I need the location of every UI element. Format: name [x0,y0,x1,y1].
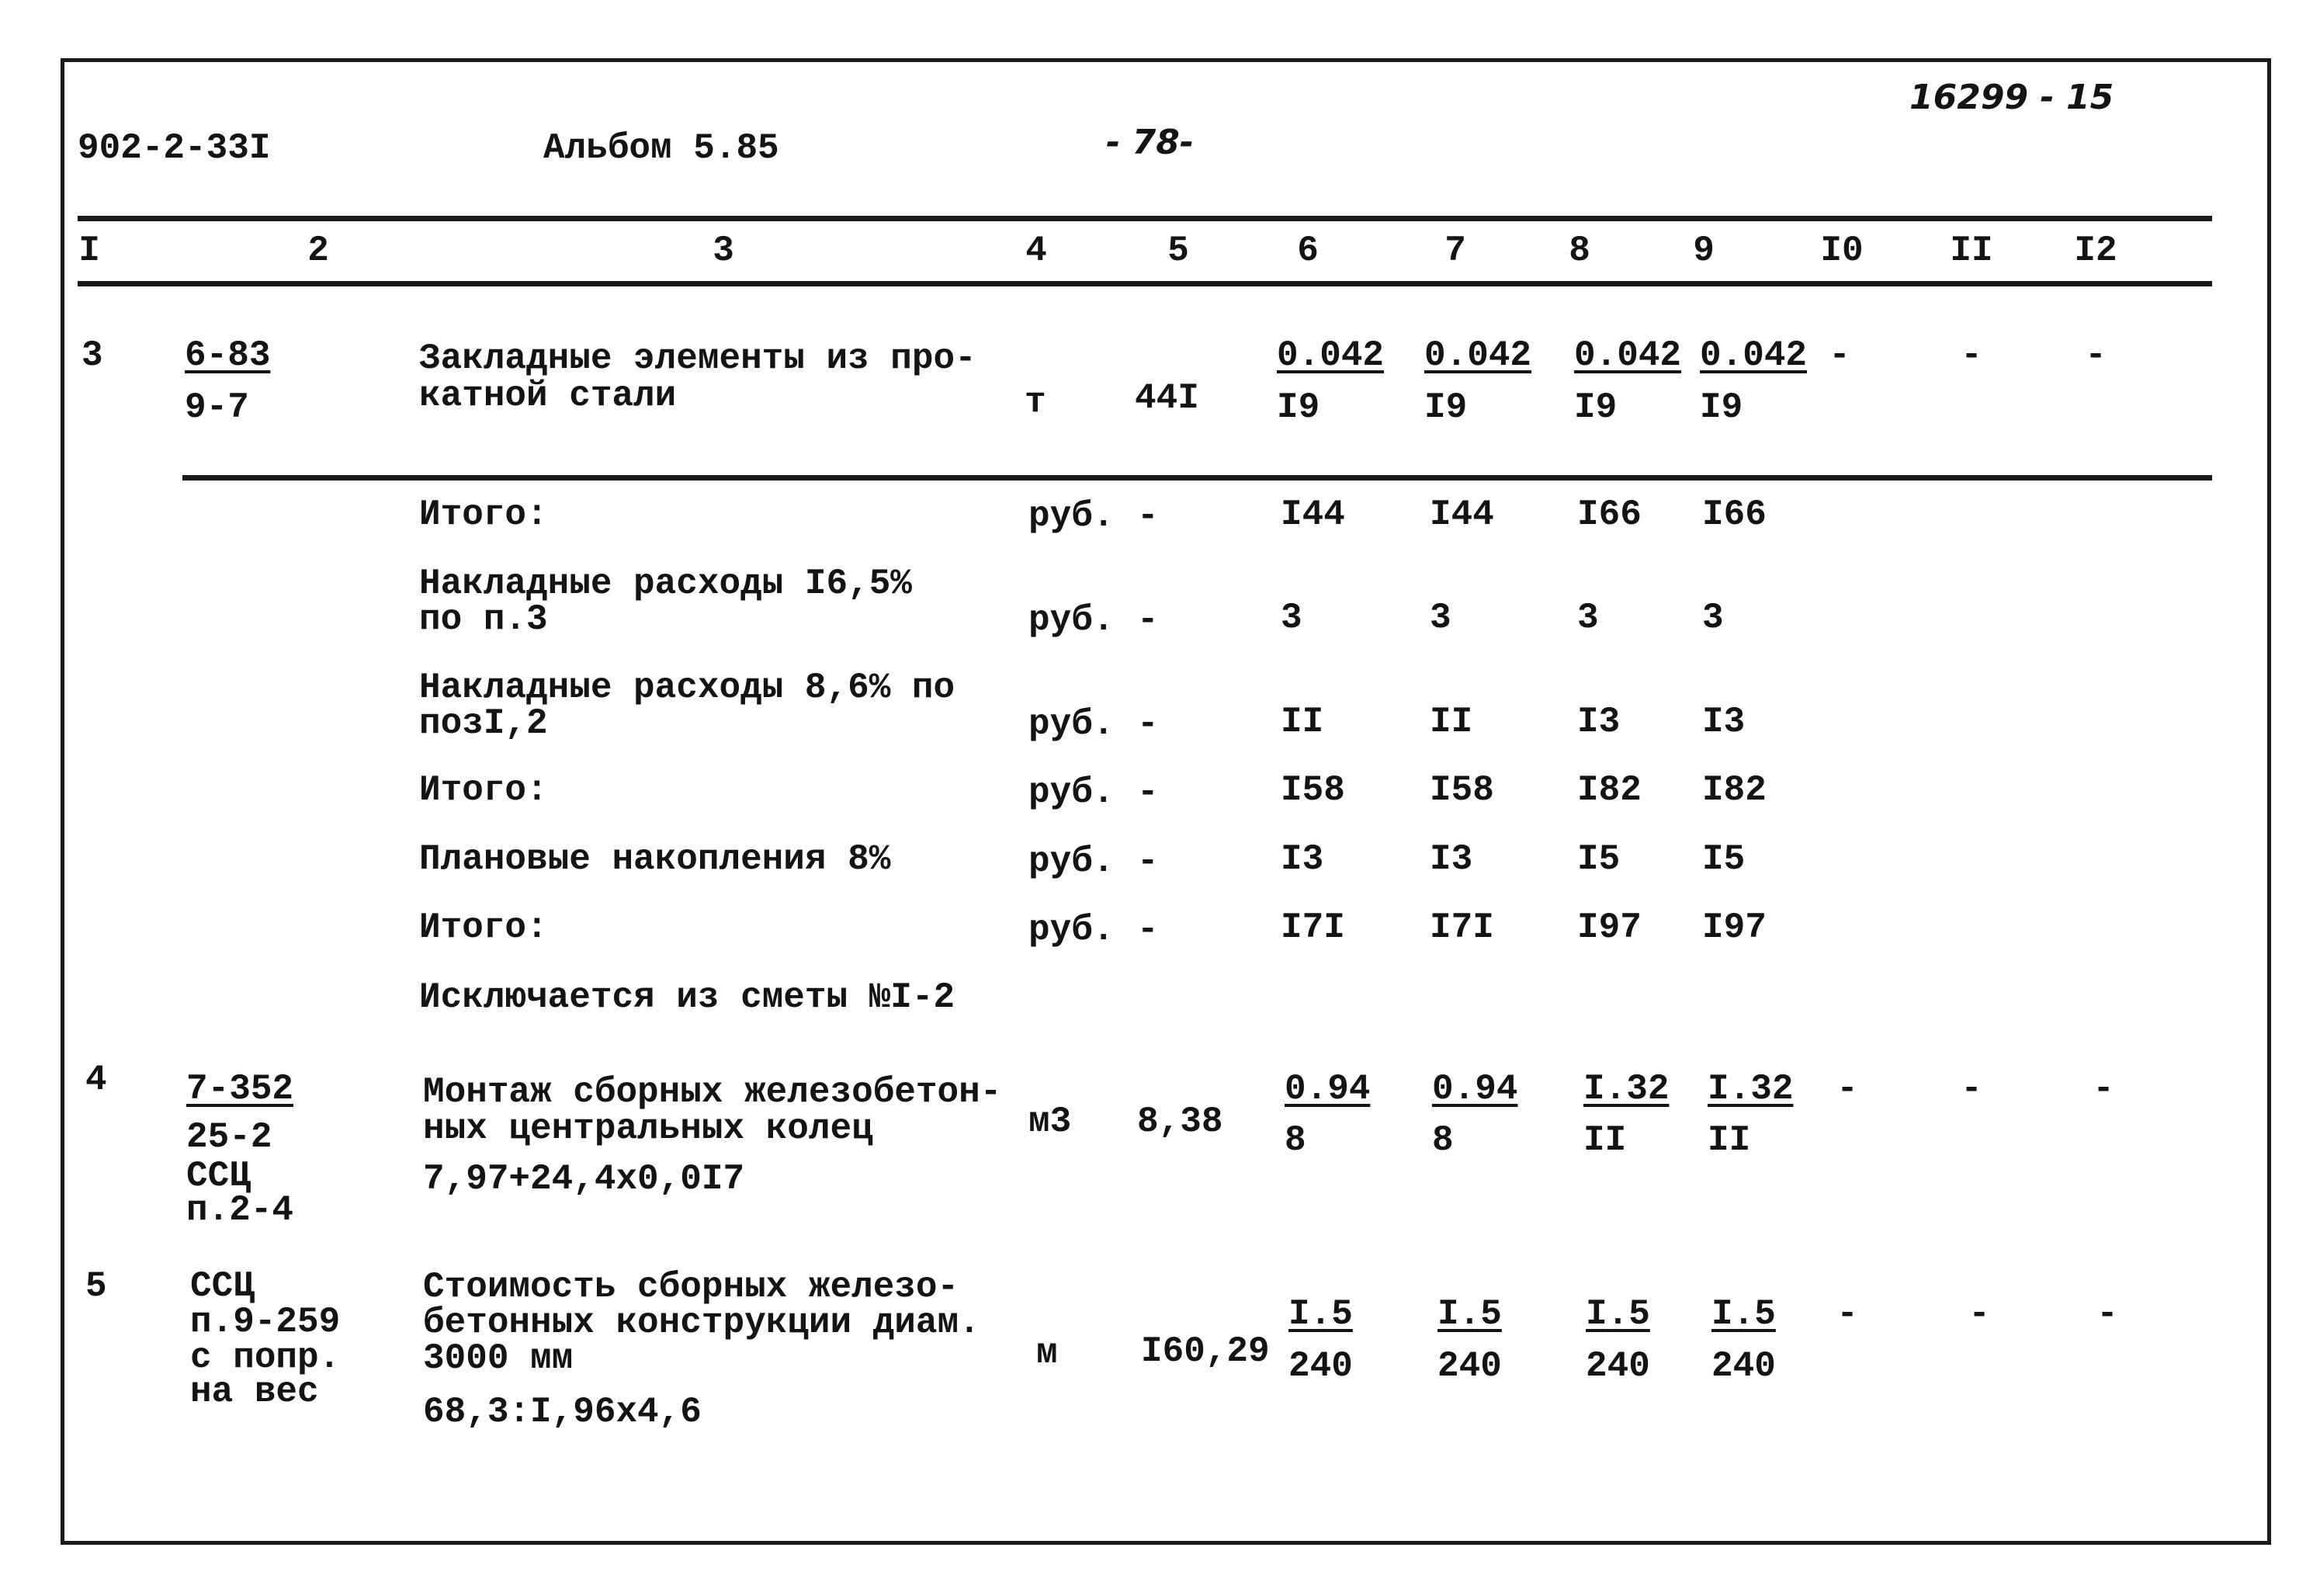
summary-label: по п.3 [419,599,548,640]
row-description: бетонных конструкции диам. [423,1303,980,1343]
value-numerator: 0.042 [1700,335,1808,376]
row-quantity: 8,38 [1137,1102,1223,1142]
value-denominator: II [1708,1120,1751,1161]
summary-unit: руб. [1028,704,1115,744]
empty-dash: - [2085,335,2107,376]
value-numerator: I.32 [1708,1069,1794,1109]
row-description: катной стали [419,376,677,416]
header-rule-top [78,216,2212,221]
value-numerator: 0.94 [1432,1069,1518,1109]
summary-unit: руб. [1028,600,1115,640]
value-numerator: I.5 [1586,1294,1650,1334]
row-formula: 7,97+24,4x0,0I7 [423,1159,745,1199]
album-label: Альбом 5.85 [543,128,779,168]
value-denominator: I9 [1700,387,1743,428]
summary-dash: - [1137,704,1159,744]
page-number: - 78- [1106,123,1195,162]
summary-value: I44 [1281,494,1345,535]
col-header: 7 [1444,231,1466,271]
summary-label: Накладные расходы I6,5% [419,564,912,604]
summary-dash: - [1137,600,1159,640]
row-number: 4 [85,1060,107,1100]
summary-dash: - [1137,910,1159,950]
summary-value: I3 [1702,702,1746,742]
summary-unit: руб. [1028,496,1115,536]
empty-dash: - [1961,1069,1982,1109]
value-numerator: 0.042 [1424,335,1532,376]
header-rule-bottom [78,281,2212,286]
row-code: с попр. [190,1338,341,1378]
empty-dash: - [1829,335,1850,376]
empty-dash: - [1968,1294,1990,1334]
summary-label: Итого: [419,494,548,535]
summary-label: Исключается из сметы №I-2 [419,977,955,1018]
col-header: 5 [1167,231,1189,271]
row-code: п.9-259 [190,1302,341,1342]
value-denominator: I9 [1277,387,1320,428]
summary-dash: - [1137,772,1159,813]
value-numerator: 0.042 [1574,335,1682,376]
empty-dash: - [2096,1294,2118,1334]
summary-value: I44 [1430,494,1494,535]
subtotal-rule [182,475,2212,481]
row-description: ных центральных колец [423,1109,873,1149]
row-code: 25-2 [186,1117,272,1157]
row-formula: 68,3:I,96x4,6 [423,1392,702,1432]
empty-dash: - [1961,335,1982,376]
value-denominator: II [1583,1120,1627,1161]
row-code: 9-7 [185,387,249,428]
summary-label: Накладные расходы 8,6% по [419,668,955,708]
summary-value: I5 [1702,839,1746,880]
summary-unit: руб. [1028,910,1115,950]
value-denominator: 240 [1711,1346,1776,1386]
empty-dash: - [2093,1069,2114,1109]
col-header: I2 [2074,231,2117,271]
summary-value: I82 [1577,770,1642,810]
value-numerator: I.5 [1288,1294,1353,1334]
row-unit: м [1036,1333,1058,1373]
row-unit: м3 [1028,1102,1072,1142]
summary-value: I7I [1281,907,1345,948]
archive-number: 16299 - 15 [1909,78,2114,117]
value-denominator: I9 [1574,387,1618,428]
value-numerator: 0.94 [1285,1069,1371,1109]
summary-value: I97 [1702,907,1767,948]
col-header: 9 [1693,231,1715,271]
summary-label: Итого: [419,907,548,948]
summary-value: I58 [1281,770,1345,810]
col-header: 4 [1025,231,1047,271]
summary-value: I3 [1281,839,1324,880]
summary-value: 3 [1430,598,1451,638]
value-numerator: I.5 [1711,1294,1776,1334]
row-code: 6-83 [185,335,271,376]
value-denominator: 240 [1288,1346,1353,1386]
row-number: 3 [81,335,103,376]
summary-value: I7I [1430,907,1494,948]
row-description: Монтаж сборных железобетон- [423,1072,1002,1112]
row-code: 7-352 [186,1069,294,1109]
empty-dash: - [1836,1294,1858,1334]
summary-unit: руб. [1028,772,1115,813]
row-code: п.2-4 [186,1190,294,1230]
summary-unit: руб. [1028,841,1115,882]
empty-dash: - [1836,1069,1858,1109]
summary-label: Итого: [419,770,548,810]
row-code: ССЦ [190,1266,255,1306]
value-numerator: I.5 [1437,1294,1502,1334]
summary-label: Плановые накопления 8% [419,839,891,880]
summary-value: I58 [1430,770,1494,810]
summary-value: I3 [1430,839,1473,880]
summary-value: 3 [1577,598,1599,638]
summary-value: I3 [1577,702,1621,742]
row-quantity: I60,29 [1141,1331,1270,1372]
row-code: на вес [190,1372,319,1412]
row-code: ССЦ [186,1156,251,1196]
summary-dash: - [1137,496,1159,536]
col-header: I0 [1820,231,1864,271]
row-description: 3000 мм [423,1338,574,1379]
summary-dash: - [1137,841,1159,882]
col-header: 6 [1297,231,1319,271]
row-unit: т [1025,382,1046,422]
value-denominator: 240 [1586,1346,1650,1386]
col-header: 8 [1569,231,1590,271]
row-number: 5 [85,1266,107,1306]
summary-value: I66 [1702,494,1767,535]
value-denominator: I9 [1424,387,1468,428]
value-numerator: I.32 [1583,1069,1670,1109]
value-numerator: 0.042 [1277,335,1385,376]
value-denominator: 8 [1432,1120,1454,1161]
value-denominator: 8 [1285,1120,1306,1161]
col-header: 3 [713,231,734,271]
summary-value: II [1281,702,1324,742]
summary-value: 3 [1702,598,1724,638]
summary-label: позI,2 [419,703,548,744]
doc-code: 902-2-33I [78,128,271,168]
summary-value: 3 [1281,598,1302,638]
summary-value: I82 [1702,770,1767,810]
row-description: Закладные элементы из про- [419,338,976,379]
summary-value: I97 [1577,907,1642,948]
col-header: II [1950,231,1993,271]
summary-value: II [1430,702,1473,742]
value-denominator: 240 [1437,1346,1502,1386]
col-header: 2 [307,231,329,271]
row-description: Стоимость сборных железо- [423,1267,959,1307]
summary-value: I66 [1577,494,1642,535]
summary-value: I5 [1577,839,1621,880]
row-quantity: 44I [1135,378,1199,418]
col-header: I [78,231,100,271]
